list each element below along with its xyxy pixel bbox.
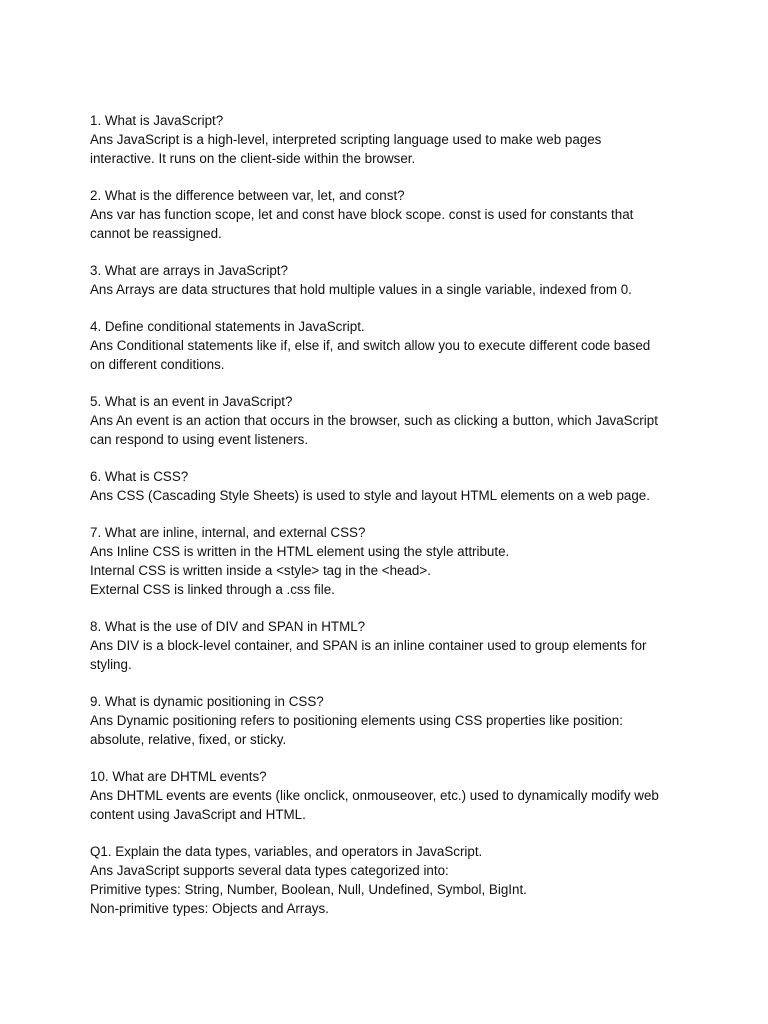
answer-5-line-1: Ans An event is an action that occurs in the browser, such as clicking a button, which JavaScript [90,413,658,428]
answer-q1-line-2: Primitive types: String, Number, Boolean, Null, Undefined, Symbol, BigInt. [90,882,527,897]
question-7: 7. What are inline, internal, and external CSS? [90,525,366,540]
answer-3-line-1: Ans Arrays are data structures that hold multiple values in a single variable, indexed from 0. [90,282,632,297]
answer-10-line-1: Ans DHTML events are events (like onclick, onmouseover, etc.) used to dynamically modify web [90,788,659,803]
question-5: 5. What is an event in JavaScript? [90,394,293,409]
question-9: 9. What is dynamic positioning in CSS? [90,694,324,709]
qa-block-8 [90,617,690,674]
qa-block-2 [90,186,690,243]
qa-block-4 [90,317,690,374]
question-4: 4. Define conditional statements in JavaScript. [90,319,365,334]
answer-8-line-1: Ans DIV is a block-level container, and SPAN is an inline container used to group elements for [90,638,647,653]
qa-block-5 [90,392,690,449]
answer-10-line-2: content using JavaScript and HTML. [90,807,306,822]
answer-2-line-1: Ans var has function scope, let and const have block scope. const is used for constants that [90,207,634,222]
answer-7-line-1: Ans Inline CSS is written in the HTML element using the style attribute. [90,544,510,559]
answer-q1-line-1: Ans JavaScript supports several data types categorized into: [90,863,449,878]
document-body [90,111,690,936]
answer-7-line-3: External CSS is linked through a .css file. [90,582,335,597]
qa-block-3 [90,261,690,299]
answer-6-line-1: Ans CSS (Cascading Style Sheets) is used to style and layout HTML elements on a web page. [90,488,650,503]
qa-block-1 [90,111,690,168]
question-3: 3. What are arrays in JavaScript? [90,263,288,278]
answer-2-line-2: cannot be reassigned. [90,226,222,241]
answer-4-line-2: on different conditions. [90,357,225,372]
answer-1-line-1: Ans JavaScript is a high-level, interpreted scripting language used to make web pages [90,132,602,147]
qa-block-6 [90,467,690,505]
answer-1-line-2: interactive. It runs on the client-side within the browser. [90,151,416,166]
question-10: 10. What are DHTML events? [90,769,267,784]
qa-block-q1 [90,842,690,918]
question-2: 2. What is the difference between var, let, and const? [90,188,405,203]
qa-block-7 [90,523,690,599]
qa-block-9 [90,692,690,749]
question-q1: Q1. Explain the data types, variables, and operators in JavaScript. [90,844,483,859]
question-8: 8. What is the use of DIV and SPAN in HTML? [90,619,366,634]
answer-9-line-1: Ans Dynamic positioning refers to positioning elements using CSS properties like position: [90,713,623,728]
answer-9-line-2: absolute, relative, fixed, or sticky. [90,732,287,747]
answer-8-line-2: styling. [90,657,132,672]
answer-5-line-2: can respond to using event listeners. [90,432,309,447]
answer-q1-line-3: Non-primitive types: Objects and Arrays. [90,901,329,916]
question-1: 1. What is JavaScript? [90,113,224,128]
qa-block-10 [90,767,690,824]
question-6: 6. What is CSS? [90,469,189,484]
answer-7-line-2: Internal CSS is written inside a <style> tag in the <head>. [90,563,431,578]
answer-4-line-1: Ans Conditional statements like if, else if, and switch allow you to execute different code based [90,338,651,353]
